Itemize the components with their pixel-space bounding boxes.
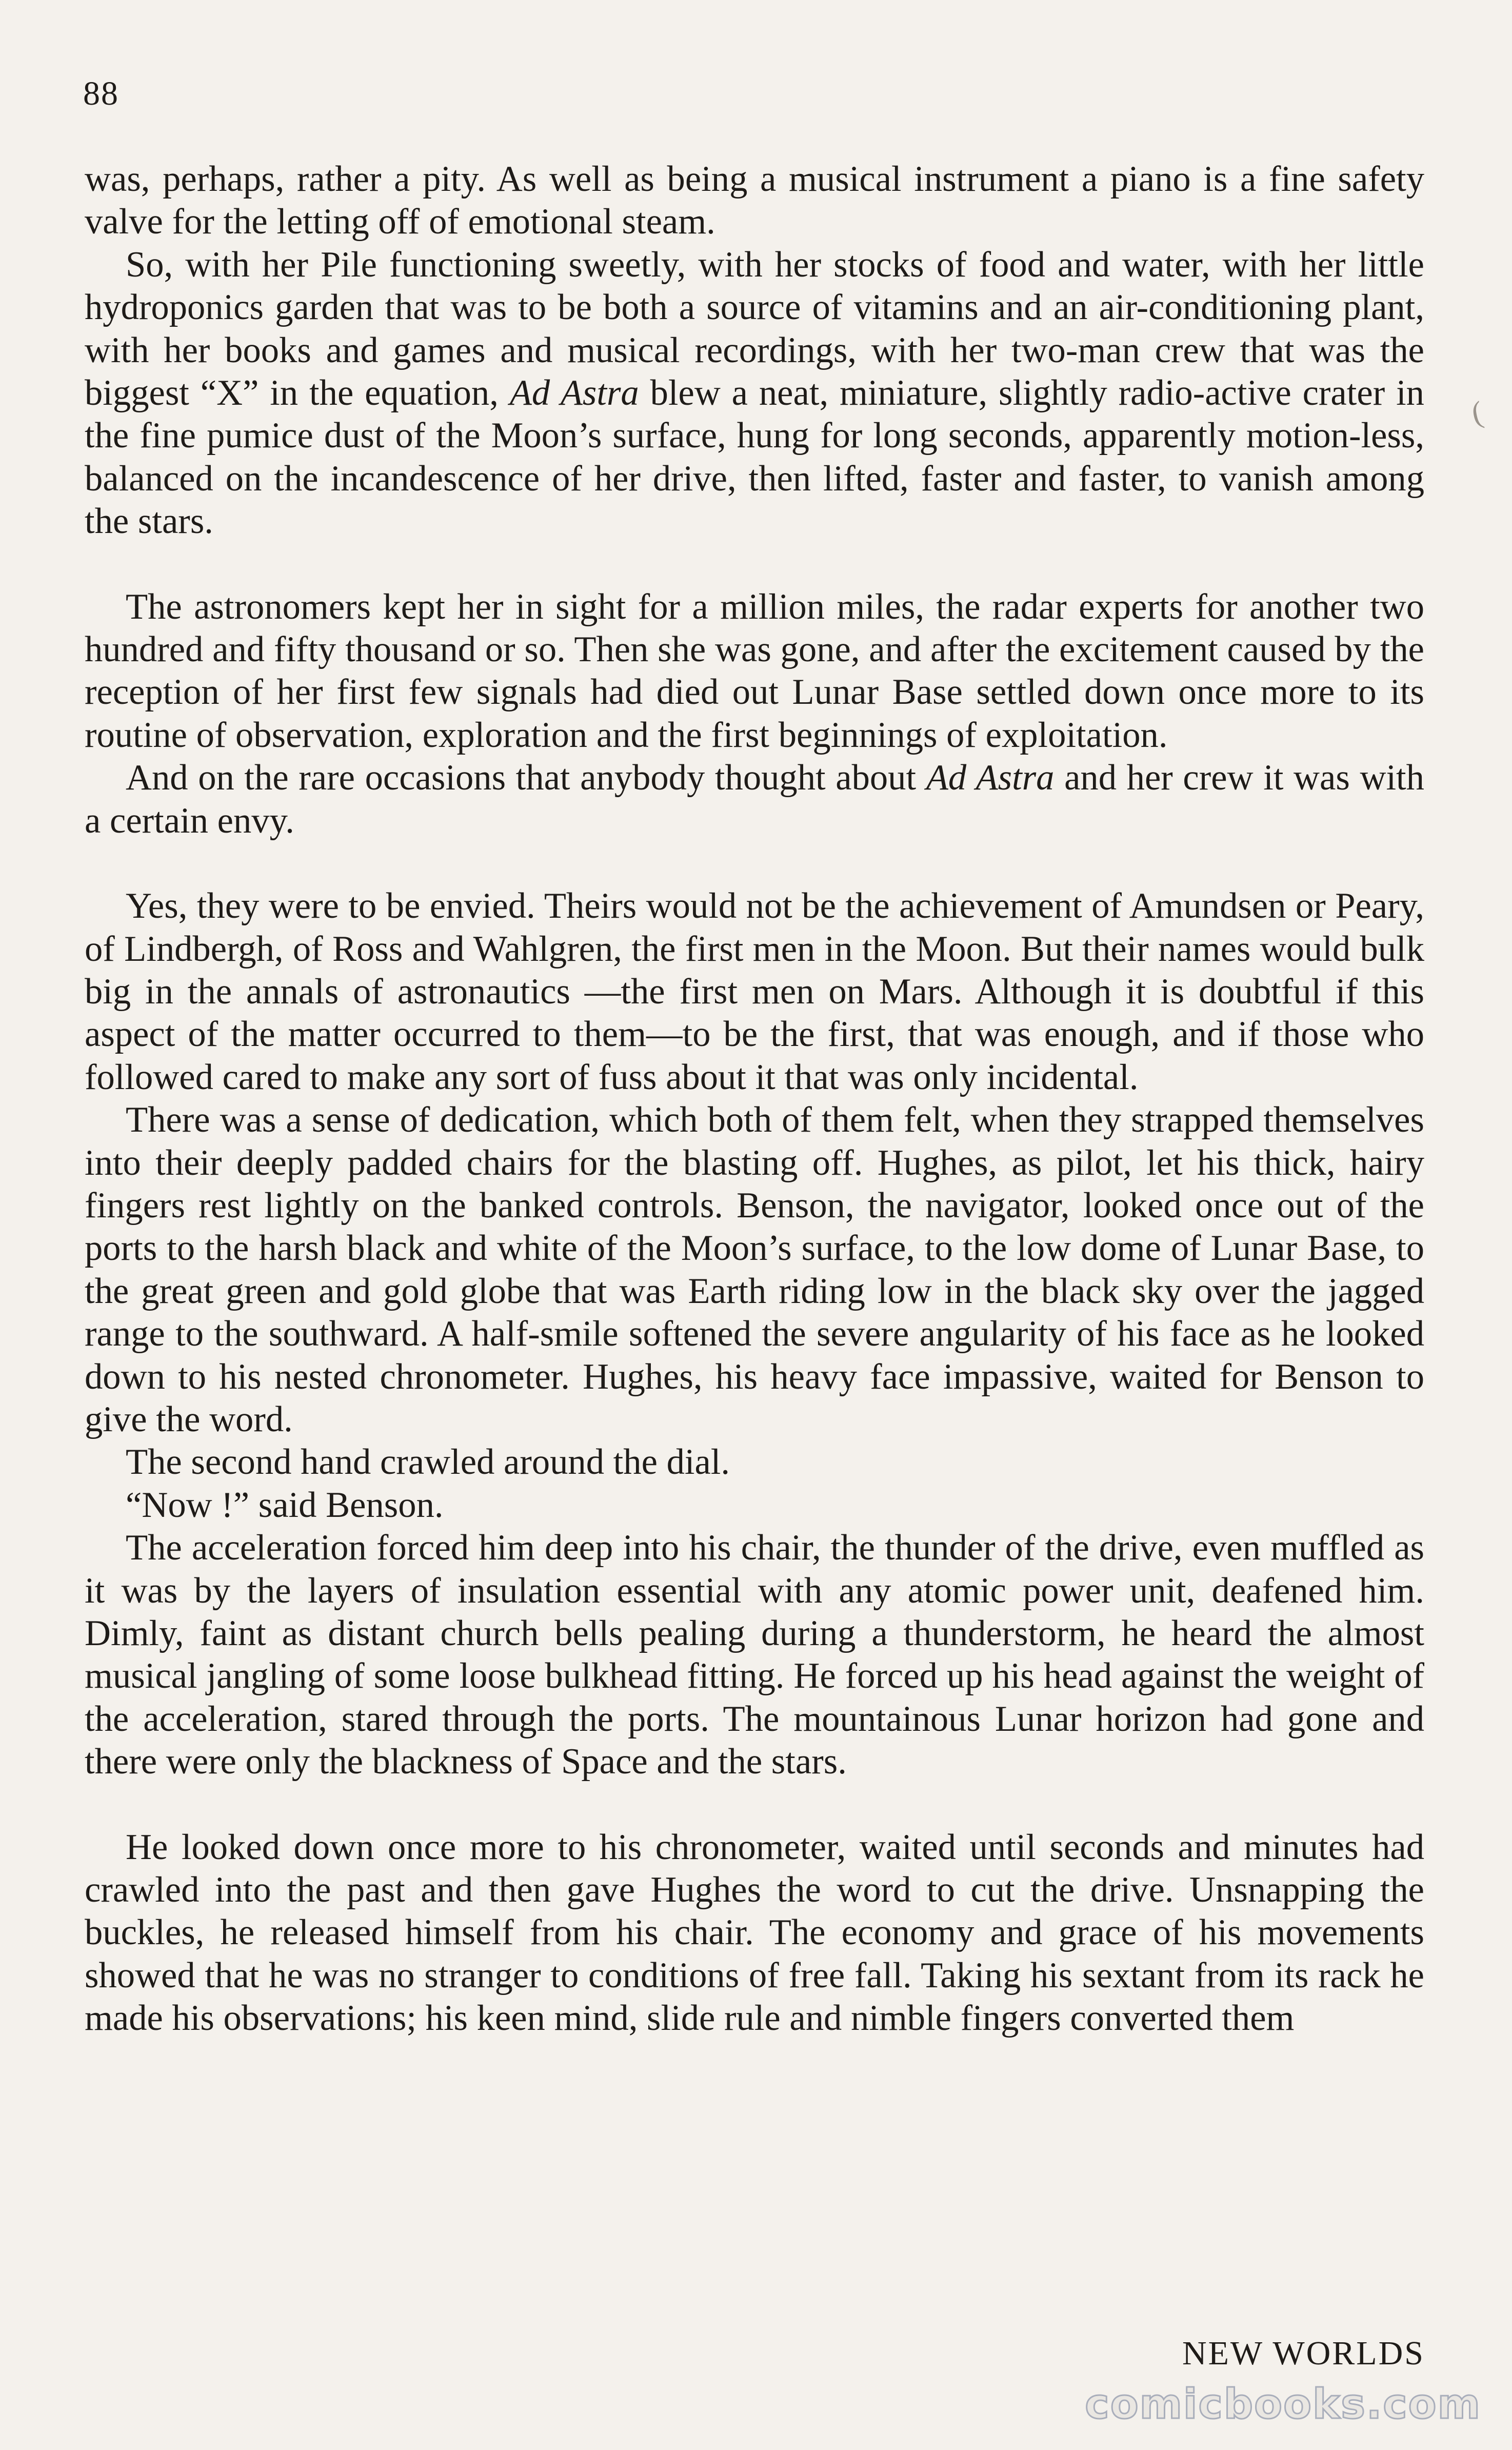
text-run: And on the rare occasions that anybody thought about — [126, 758, 926, 798]
text-run: blew a neat, miniature, slightly radio-active crater in the fine pumice dust of the Moon’s surface, hung for long seconds, apparently motion-less, balanced on the incandescence of her drive, then lifted, faster and faster, to vanish among the stars. — [85, 373, 1424, 542]
text-run: Yes, they were to be envied. Theirs would not be the achievement of Amundsen or Peary, of Lindbergh, of Ross and Wahlgren, the first men in the Moon. But their names would bulk big in the annals of astronautics —the first men on Mars. Although it is doubtful if this aspect of the matter occurred to them—to be the first, that was enough, and if those who followed cared to make any sort of fuss about it that was only incidental. — [85, 886, 1424, 1097]
page-number: 88 — [83, 75, 119, 112]
text-run: There was a sense of dedication, which both of them felt, when they strapped themselves into their deeply padded chairs for the blasting off. Hughes, as pilot, let his thick, hairy fingers rest lightly on the banked controls. Benson, the navigator, looked once out of the ports to the harsh black and white of the Moon’s surface, to the low dome of Lunar Base, to the great green and gold globe that was Earth riding low in the black sky over the jagged range to the southward. A half-smile softened the severe angularity of his face as he looked down to his nested chronometer. Hughes, his heavy face impassive, waited for Benson to give the word. — [85, 1100, 1424, 1439]
text-run: was, perhaps, rather a pity. As well as being a musical instrument a piano is a fine safety valve for the letting off of emotional steam. — [85, 159, 1424, 242]
text-run: The second hand crawled around the dial. — [126, 1442, 730, 1483]
paragraph — [85, 1441, 1424, 1484]
margin-pencil-mark: ( — [1468, 394, 1486, 430]
text-run: The acceleration forced him deep into his chair, the thunder of the drive, even muffled as it was by the layers of insulation essential with any atomic power unit, deafened him. Dimly, faint as distant church bells pealing during a thunderstorm, he heard the almost musical jangling of some loose bulkhead fitting. He forced up his head against the weight of the acceleration, stared through the ports. The mountainous Lunar horizon had gone and there were only the blackness of Space and the stars. — [85, 1528, 1424, 1782]
text-run: He looked down once more to his chronometer, waited until seconds and minutes had crawled into the past and then gave Hughes the word to cut the drive. Unsnapping the buckles, he released himself from his chair. The economy and grace of his movements showed that he was no stranger to conditions of free fall. Taking his sextant from its rack he made his observations; his keen mind, slide rule and nimble fingers converted them — [85, 1827, 1424, 2039]
text-run: So, with her Pile functioning sweetly, with her stocks of food and water, with her little hydroponics garden that was to be both a source of vitamins and an air-conditioning plant, with her books and games and musical recordings, with her two-man crew that was the biggest “X” in the equation, — [85, 244, 1424, 413]
paragraph — [85, 1484, 1424, 1527]
text-run: The astronomers kept her in sight for a million miles, the radar experts for another two hundred and fifty thousand or so. Then she was gone, and after the excitement caused by the reception of her first few signals had died out Lunar Base settled down once more to its routine of observation, exploration and the first beginnings of exploitation. — [85, 586, 1424, 755]
text-run: “Now !” said Benson. — [126, 1485, 444, 1525]
paragraph — [85, 757, 1424, 842]
paragraph — [85, 586, 1424, 757]
paragraph — [85, 1099, 1424, 1441]
paragraph — [85, 244, 1424, 543]
text-run: and her crew it was with a certain envy. — [85, 758, 1424, 841]
ship-name-italic: Ad Astra — [509, 373, 639, 413]
story-text-column — [85, 158, 1424, 2040]
paragraph — [85, 1527, 1424, 1783]
paragraph — [85, 158, 1424, 244]
watermark-logo: comicbooks.com — [1085, 2380, 1481, 2428]
ship-name-italic: Ad Astra — [926, 758, 1055, 798]
paragraph — [85, 1826, 1424, 2040]
paragraph — [85, 885, 1424, 1099]
magazine-title-footer: NEW WORLDS — [1182, 2335, 1425, 2372]
